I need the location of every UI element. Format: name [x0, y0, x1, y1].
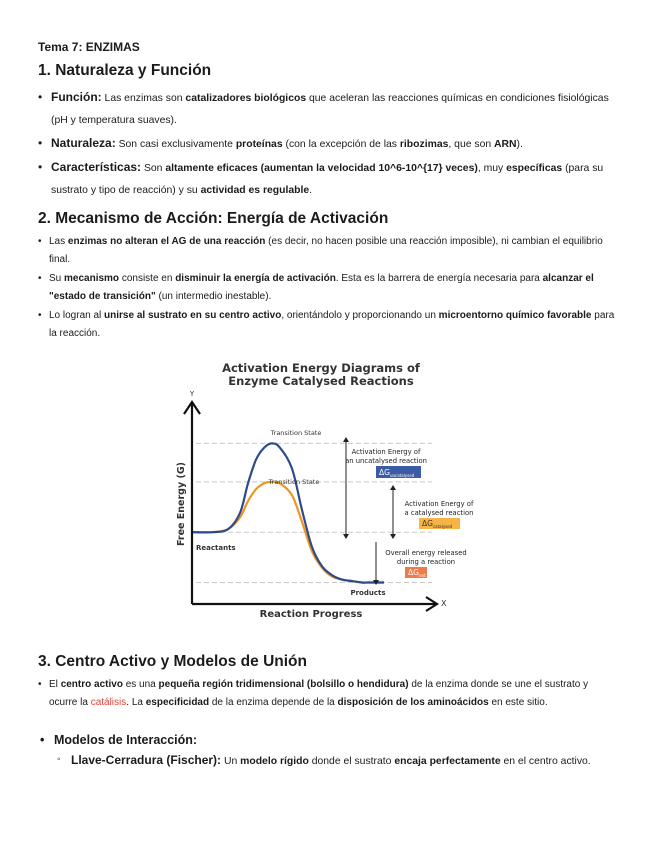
bullet-modelos-interaccion: • Modelos de Interacción: — [38, 730, 616, 750]
section-1-heading: 1. Naturaleza y Función — [38, 62, 212, 79]
uncat-annotation-line-1: Activation Energy of — [351, 448, 421, 456]
x-axis-letter: X — [441, 599, 447, 608]
arrow-catalysed-head-top — [390, 485, 396, 490]
modelos-list — [38, 730, 616, 750]
arrow-catalysed-head-bottom — [390, 534, 396, 539]
x-axis-label: Reaction Progress — [259, 609, 363, 620]
bullet-funcion: • Función: Las enzimas son catalizadores biológicos que aceleran las reacciones químicas en condiciones fisiológicas (pH y temperatura suaves). — [38, 86, 616, 132]
arrow-uncatalysed-head-bottom — [343, 534, 349, 539]
bullet-caracteristicas: • Características: Son altamente eficaces (aumentan la velocidad 10^6-10^{17} veces), muy específicas (para su sustrato y tipo de reacción) y su actividad es regulable. — [38, 156, 616, 202]
arrow-uncatalysed-head-top — [343, 437, 349, 442]
section-1-list — [38, 86, 616, 202]
section-2-list — [38, 233, 616, 344]
modelos-sublist — [57, 750, 617, 772]
overall-annotation-line-1: Overall energy released — [385, 549, 467, 557]
uncat-badge-text: $\Delta G_{uncatalysed}$ — [379, 468, 415, 478]
section-3-heading: 3. Centro Activo y Modelos de Unión — [38, 653, 307, 670]
cat-badge-text: $\Delta G_{catalysed}$ — [422, 519, 453, 529]
activation-energy-chart — [170, 356, 480, 626]
overall-annotation-line-2: during a reaction — [396, 558, 456, 566]
chart-title-line-1: Activation Energy Diagrams of — [222, 361, 420, 375]
reactants-label: Reactants — [196, 544, 236, 552]
section-2-heading: 2. Mecanismo de Acción: Energía de Activación — [38, 210, 389, 227]
y-axis-letter: Y — [189, 390, 195, 398]
y-axis-label: Free Energy (G) — [176, 462, 187, 546]
transition-state-label-uncatalysed: Transition State — [270, 429, 322, 437]
document-title: Tema 7: ENZIMAS — [38, 40, 140, 54]
uncat-annotation-line-2: an uncatalysed reaction — [345, 457, 427, 465]
bullet-centro-activo-def: • El centro activo es una pequeña región tridimensional (bolsillo o hendidura) de la enzima donde se une el sustrato y ocurre la catálisis. La especificidad de la enzima depende de la disposición de los aminoácidos en este sitio. — [38, 676, 616, 712]
section-3-list — [38, 676, 616, 713]
bullet-centro-activo: • Lo logran al unirse al sustrato en su centro activo, orientándolo y proporcionando un microentorno químico favorable para la reacción. — [38, 307, 616, 343]
bullet-delta-g: • Las enzimas no alteran el AG de una reacción (es decir, no hacen posible una reacción imposible), ni cambian el equilibrio final. — [38, 233, 616, 269]
products-label: Products — [350, 589, 386, 597]
net-badge-text: $\Delta G_{net}$ — [408, 568, 426, 578]
bullet-naturaleza: • Naturaleza: Son casi exclusivamente proteínas (con la excepción de las ribozimas, que son ARN). — [38, 132, 616, 156]
bullet-mecanismo: • Su mecanismo consiste en disminuir la energía de activación. Esta es la barrera de energía necesaria para alcanzar el "estado de transición" (un intermedio inestable). — [38, 270, 616, 306]
transition-state-label-catalysed: Transition State — [268, 478, 320, 486]
bullet-llave-cerradura: ◦ Llave-Cerradura (Fischer): Un modelo rígido donde el sustrato encaja perfectamente en el centro activo. — [57, 750, 617, 772]
chart-title-line-2: Enzyme Catalysed Reactions — [228, 374, 414, 388]
cat-annotation-line-1: Activation Energy of — [404, 500, 474, 508]
cat-annotation-line-2: a catalysed reaction — [404, 509, 474, 517]
